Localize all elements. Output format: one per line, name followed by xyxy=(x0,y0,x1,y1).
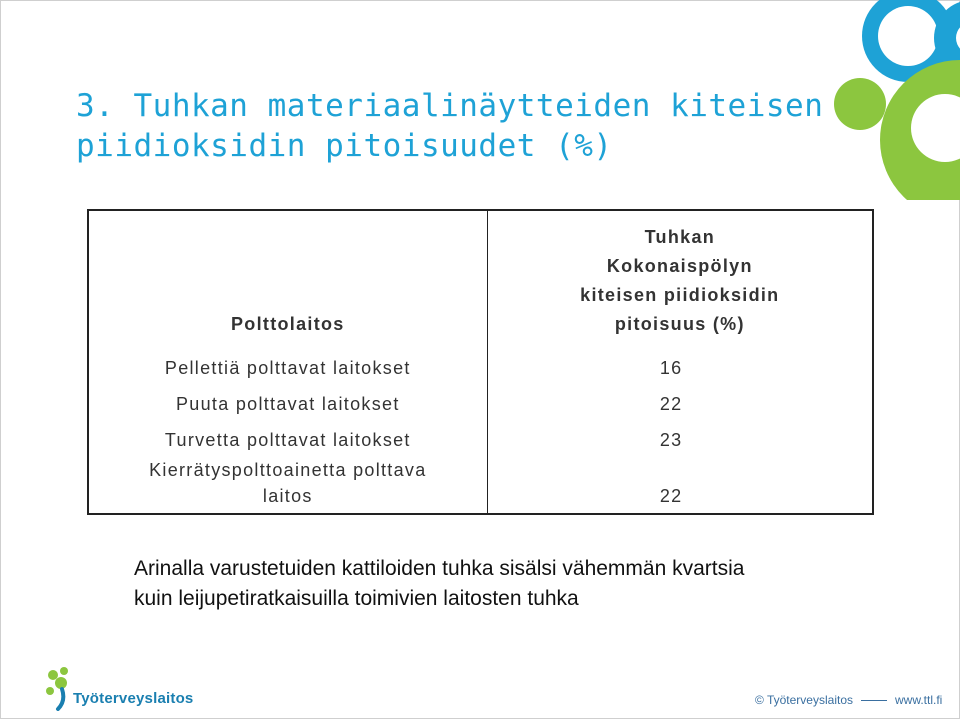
footer-url[interactable]: www.ttl.fi xyxy=(895,693,943,707)
plant-cell xyxy=(88,345,487,381)
header-silica-line: Kokonaispölyn xyxy=(606,256,753,276)
plant-label: Kierrätyspolttoainetta polttava xyxy=(149,460,427,480)
value-cell xyxy=(487,381,873,417)
footer-separator xyxy=(861,700,887,701)
header-silica-line: kiteisen piidioksidin xyxy=(580,285,780,305)
table-row xyxy=(88,345,873,381)
header-silica-line: pitoisuus (%) xyxy=(614,314,745,334)
note-line: kuin leijupetiratkaisuilla toimivien laitosten tuhka xyxy=(134,587,579,610)
plant-cell xyxy=(88,381,487,417)
table-row xyxy=(88,381,873,417)
value-label: 16 xyxy=(659,358,683,378)
table-header-row xyxy=(88,210,873,345)
value-label: 22 xyxy=(659,394,683,414)
logo-wordmark: Työterveyslaitos xyxy=(73,690,194,707)
header-plant xyxy=(88,210,487,345)
plant-label: Turvetta polttavat laitokset xyxy=(164,430,411,450)
plant-cell xyxy=(88,417,487,453)
page-title xyxy=(76,86,824,166)
summary-note xyxy=(134,554,914,614)
footer-copyright: © Työterveyslaitos xyxy=(755,693,853,707)
table-row xyxy=(88,453,873,514)
silica-table xyxy=(87,209,874,515)
table-row xyxy=(88,417,873,453)
value-cell xyxy=(487,417,873,453)
plant-label: laitos xyxy=(262,486,313,506)
note-line: Arinalla varustetuiden kattiloiden tuhka sisälsi vähemmän kvartsia xyxy=(134,557,745,580)
plant-label: Pellettiä polttavat laitokset xyxy=(164,358,411,378)
title-line: piidioksidin pitoisuudet (%) xyxy=(76,128,613,164)
value-label: 22 xyxy=(659,486,683,506)
value-cell xyxy=(487,345,873,381)
title-line: 3. Tuhkan materiaalinäytteiden kiteisen xyxy=(76,88,824,124)
value-label: 23 xyxy=(659,430,683,450)
footer xyxy=(755,693,942,707)
header-plant-label: Polttolaitos xyxy=(231,314,345,334)
header-silica-line: Tuhkan xyxy=(644,227,716,247)
value-cell xyxy=(487,453,873,514)
plant-label: Puuta polttavat laitokset xyxy=(176,394,400,414)
header-silica xyxy=(487,210,873,345)
plant-cell xyxy=(88,453,487,514)
